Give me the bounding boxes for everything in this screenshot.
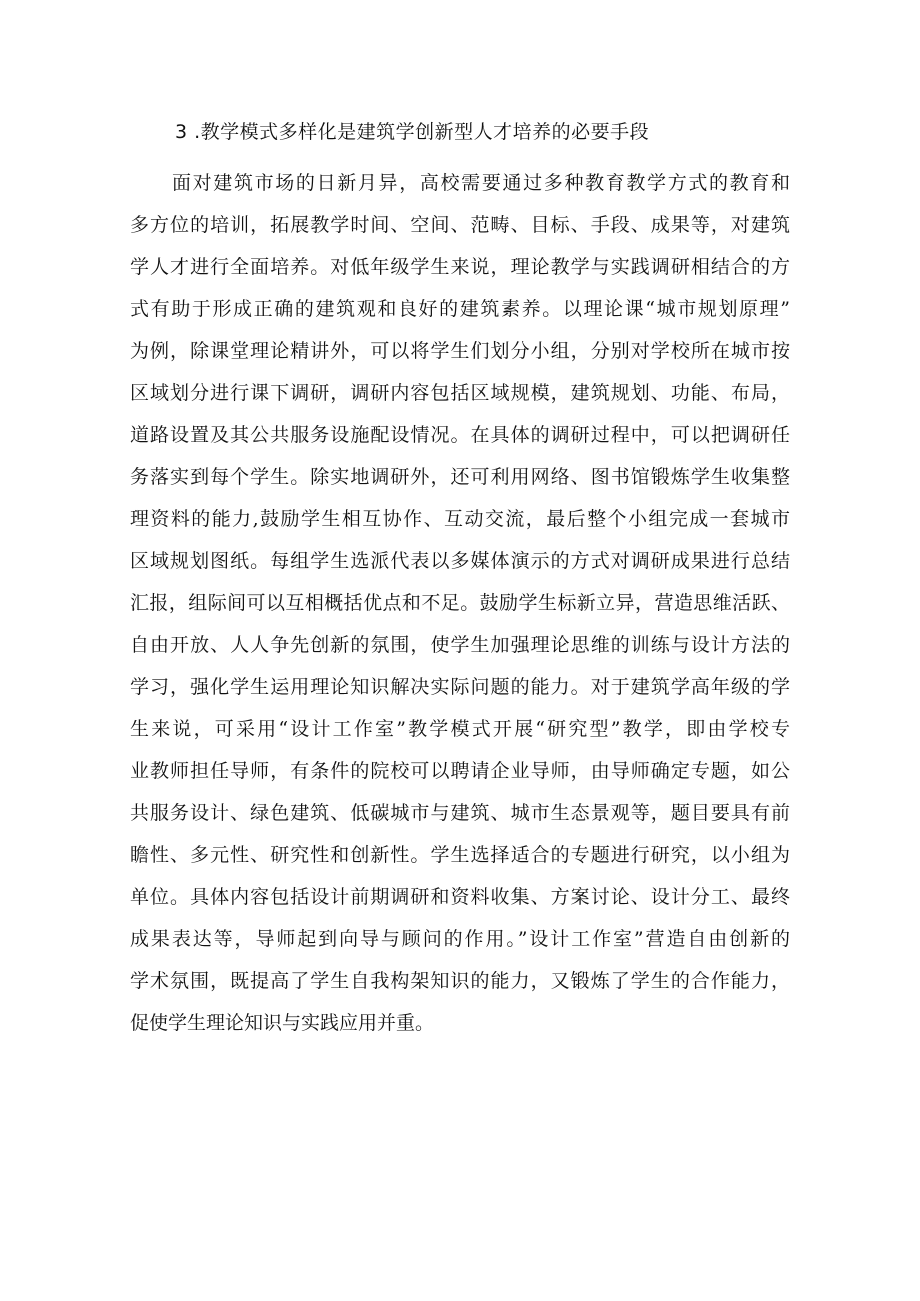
paragraph-line: 成果表达等，导师起到向导与顾问的作用。”设计工作室”营造自由创新的 — [130, 928, 790, 950]
paragraph-line: 多方位的培训，拓展教学时间、空间、范畴、目标、手段、成果等，对建筑 — [130, 214, 790, 236]
paragraph-line: 学习，强化学生运用理论知识解决实际问题的能力。对于建筑学高年级的学 — [130, 676, 790, 698]
paragraph-line: 学术氛围，既提高了学生自我构架知识的能力，又锻炼了学生的合作能力， — [130, 970, 790, 992]
paragraph-line: 汇报，组际间可以互相概括优点和不足。鼓励学生标新立异，营造思维活跃、 — [130, 592, 790, 614]
paragraph-line: 理资料的能力,鼓励学生相互协作、互动交流，最后整个小组完成一套城市 — [130, 508, 790, 530]
paragraph-line: 为例，除课堂理论精讲外，可以将学生们划分小组，分别对学校所在城市按 — [130, 340, 790, 362]
paragraph-line: 单位。具体内容包括设计前期调研和资料收集、方案讨论、设计分工、最终 — [130, 886, 790, 908]
paragraph-line: 生来说，可采用“设计工作室”教学模式开展“研究型”教学，即由学校专 — [130, 718, 790, 740]
section-heading: 3 .教学模式多样化是建筑学创新型人才培养的必要手段 — [175, 121, 650, 143]
paragraph-line: 业教师担任导师，有条件的院校可以聘请企业导师，由导师确定专题，如公 — [130, 760, 790, 782]
paragraph-line: 共服务设计、绿色建筑、低碳城市与建筑、城市生态景观等，题目要具有前 — [130, 802, 790, 824]
paragraph-line: 务落实到每个学生。除实地调研外，还可利用网络、图书馆锻炼学生收集整 — [130, 466, 790, 488]
paragraph-line: 面对建筑市场的日新月异，高校需要通过多种教育教学方式的教育和 — [172, 172, 790, 194]
paragraph-line: 学人才进行全面培养。对低年级学生来说，理论教学与实践调研相结合的方 — [130, 256, 790, 278]
paragraph-line: 自由开放、人人争先创新的氛围，使学生加强理论思维的训练与设计方法的 — [130, 634, 790, 656]
paragraph-line: 道路设置及其公共服务设施配设情况。在具体的调研过程中，可以把调研任 — [130, 424, 790, 446]
paragraph-line: 区域规划图纸。每组学生选派代表以多媒体演示的方式对调研成果进行总结 — [130, 550, 790, 572]
paragraph-line: 区域划分进行课下调研，调研内容包括区域规模，建筑规划、功能、布局， — [130, 382, 790, 404]
paragraph-line: 式有助于形成正确的建筑观和良好的建筑素养。以理论课“城市规划原理” — [130, 298, 790, 320]
body-paragraph — [130, 162, 790, 1044]
paragraph-line: 瞻性、多元性、研究性和创新性。学生选择适合的专题进行研究，以小组为 — [130, 844, 790, 866]
paragraph-line: 促使学生理论知识与实践应用并重。 — [130, 1012, 435, 1034]
